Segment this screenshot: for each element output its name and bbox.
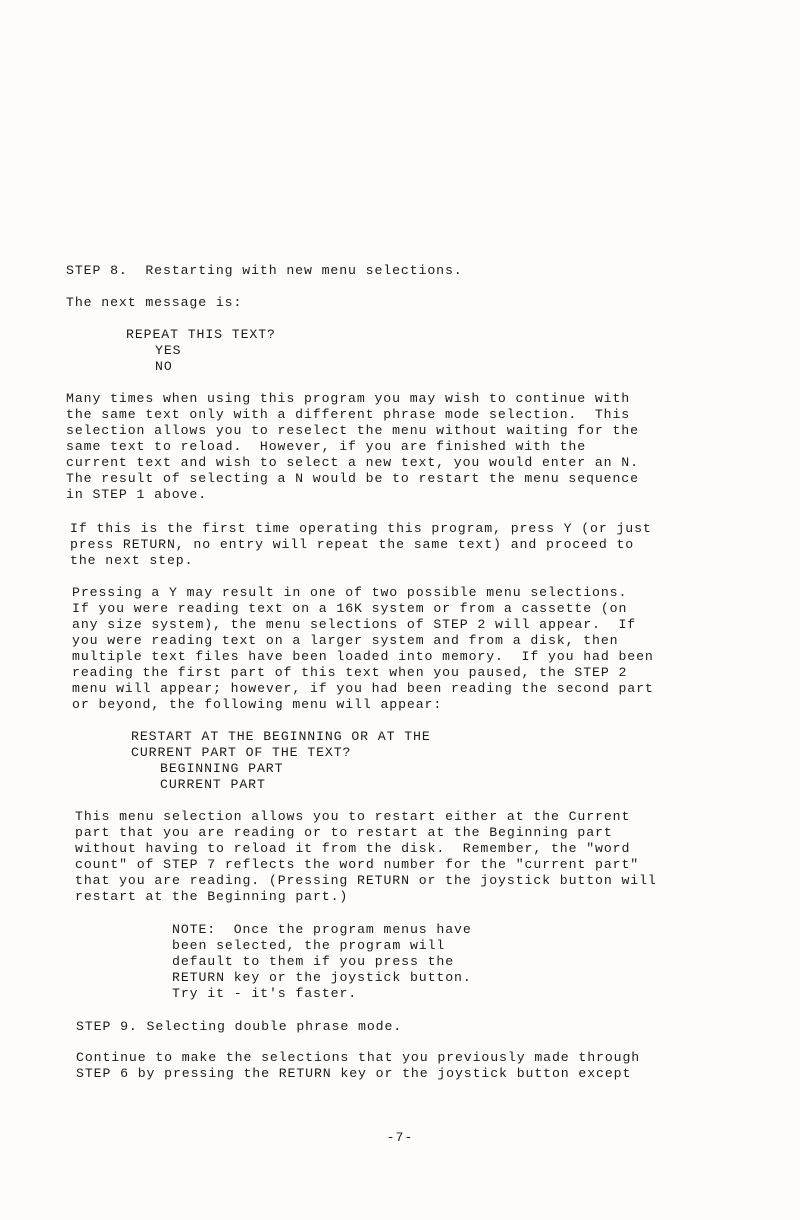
paragraph-line: STEP 6 by pressing the RETURN key or the joystick button except — [76, 1066, 632, 1081]
paragraph-line: selection allows you to reselect the menu without waiting for the — [66, 423, 639, 438]
paragraph-line: any size system), the menu selections of STEP 2 will appear. If — [72, 617, 637, 632]
menu-line: RESTART AT THE BEGINNING OR AT THE — [131, 729, 431, 744]
paragraph-line: menu will appear; however, if you had been reading the second part — [72, 681, 654, 696]
paragraph-line: you were reading text on a larger system and from a disk, then — [72, 633, 619, 648]
paragraph-line: If this is the first time operating this program, press Y (or just — [70, 521, 652, 536]
page-number: -7- — [386, 1130, 414, 1145]
paragraph-line: press RETURN, no entry will repeat the same text) and proceed to — [70, 537, 635, 552]
paragraph-line: multiple text files have been loaded into memory. If you had been — [72, 649, 654, 664]
paragraph-line: in STEP 1 above. — [66, 487, 208, 502]
paragraph-line: or beyond, the following menu will appear: — [72, 697, 443, 712]
paragraph-line: same text to reload. However, if you are finished with the — [66, 439, 587, 454]
menu-line: REPEAT THIS TEXT? — [126, 327, 276, 342]
paragraph-line: Continue to make the selections that you previously made through — [76, 1050, 641, 1065]
paragraph-line: without having to reload it from the disk. Remember, the "word — [75, 841, 631, 856]
paragraph-line: reading the first part of this text when you paused, the STEP 2 — [72, 665, 628, 680]
note-line: Try it - it's faster. — [172, 986, 358, 1001]
paragraph-line: that you are reading. (Pressing RETURN or the joystick button will — [75, 873, 657, 888]
paragraph-line: The result of selecting a N would be to restart the menu sequence — [66, 471, 639, 486]
paragraph-line: count" of STEP 7 reflects the word number for the "current part" — [75, 857, 640, 872]
note-line: been selected, the program will — [172, 938, 446, 953]
paragraph-line: restart at the Beginning part.) — [75, 889, 349, 904]
step8-heading: STEP 8. Restarting with new menu selections. — [66, 263, 463, 278]
step8-intro: The next message is: — [66, 295, 243, 310]
menu-option-current-part: CURRENT PART — [160, 777, 266, 792]
menu-line: CURRENT PART OF THE TEXT? — [131, 745, 352, 760]
note-line: NOTE: Once the program menus have — [172, 922, 472, 937]
menu-option-no: NO — [155, 359, 173, 374]
paragraph-line: Pressing a Y may result in one of two possible menu selections. — [72, 585, 628, 600]
paragraph-line: This menu selection allows you to restart either at the Current — [75, 809, 631, 824]
note-line: RETURN key or the joystick button. — [172, 970, 472, 985]
paragraph-line: current text and wish to select a new text, you would enter an N. — [66, 455, 639, 470]
paragraph-line: the same text only with a different phrase mode selection. This — [66, 407, 631, 422]
paragraph-line: Many times when using this program you may wish to continue with — [66, 391, 631, 406]
paragraph-line: the next step. — [70, 553, 194, 568]
menu-option-yes: YES — [155, 343, 182, 358]
note-line: default to them if you press the — [172, 954, 455, 969]
menu-option-beginning-part: BEGINNING PART — [160, 761, 284, 776]
step9-heading: STEP 9. Selecting double phrase mode. — [76, 1019, 403, 1034]
paragraph-line: If you were reading text on a 16K system or from a cassette (on — [72, 601, 628, 616]
paragraph-line: part that you are reading or to restart at the Beginning part — [75, 825, 613, 840]
